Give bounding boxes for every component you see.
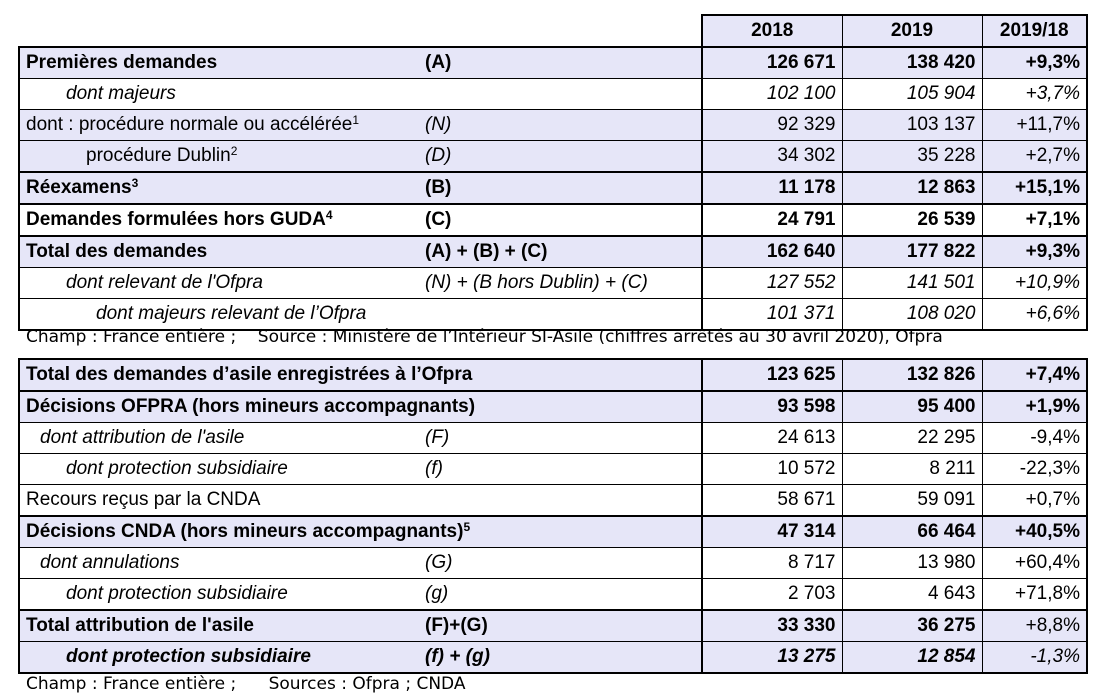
row-label: Total des demandes [19, 236, 419, 268]
value-2018: 101 371 [702, 299, 842, 331]
row-label: dont annulations [19, 548, 419, 579]
row-label: Réexamens$^3$ [19, 172, 419, 204]
value-2018: 58 671 [702, 485, 842, 517]
table-row [19, 204, 1087, 236]
row-label: Demandes formulées hors GUDA$^4$ [19, 204, 419, 236]
value-2018: 24 613 [702, 423, 842, 454]
value-ratio: -1,3% [982, 642, 1087, 674]
value-2019: 132 826 [842, 359, 982, 391]
table-row [19, 268, 1087, 299]
value-ratio: +9,3% [982, 47, 1087, 79]
row-label: dont protection subsidiaire [19, 454, 419, 485]
value-ratio: +7,4% [982, 359, 1087, 391]
value-2018: 162 640 [702, 236, 842, 268]
table-row [19, 516, 1087, 548]
row-label: Premières demandes [19, 47, 419, 79]
table-row [19, 299, 1087, 331]
value-2018: 92 329 [702, 110, 842, 141]
table-row [19, 110, 1087, 141]
table-row [19, 79, 1087, 110]
value-2019: 141 501 [842, 268, 982, 299]
value-ratio: +3,7% [982, 79, 1087, 110]
row-code: (F)+(G) [425, 615, 488, 636]
value-ratio: +9,3% [982, 236, 1087, 268]
value-ratio: -9,4% [982, 423, 1087, 454]
table-row [19, 485, 1087, 517]
row-label: dont : procédure normale ou accélérée$^1$ [19, 110, 419, 141]
row-label: dont relevant de l'Ofpra [19, 268, 419, 299]
table-row [19, 172, 1087, 204]
value-2019: 59 091 [842, 485, 982, 517]
value-2018: 102 100 [702, 79, 842, 110]
value-ratio: +60,4% [982, 548, 1087, 579]
value-ratio: +10,9% [982, 268, 1087, 299]
row-code: (f) + (g) [419, 642, 702, 674]
row-label: Recours reçus par la CNDA [19, 485, 702, 517]
table-row [19, 236, 1087, 268]
row-code [419, 79, 702, 110]
row-code: (A) [425, 52, 452, 73]
value-2018: 10 572 [702, 454, 842, 485]
value-2019: 22 295 [842, 423, 982, 454]
row-code: (N) [419, 110, 702, 141]
row-label: dont attribution de l'asile [19, 423, 419, 454]
value-2019: 12 854 [842, 642, 982, 674]
value-ratio: +40,5% [982, 516, 1087, 548]
source-note-1: Champ : France entière ; Source : Ministère de l’Intérieur SI-Asile (chiffres arrêtés au 30 avril 2020), Ofpra [26, 327, 943, 347]
value-2018: 13 275 [702, 642, 842, 674]
value-2018: 123 625 [702, 359, 842, 391]
row-label: Décisions CNDA (hors mineurs accompagnants)$^5$ [19, 516, 702, 548]
row-code: (C) [419, 204, 702, 236]
source-note-2: Champ : France entière ; Sources : Ofpra ; CNDA [26, 674, 466, 694]
value-2018: 34 302 [702, 141, 842, 173]
value-2018: 11 178 [702, 172, 842, 204]
value-ratio: +7,1% [982, 204, 1087, 236]
value-2018: 47 314 [702, 516, 842, 548]
row-label: dont majeurs [19, 79, 419, 110]
table-row [19, 391, 1087, 423]
header-ratio: 2019/18 [982, 15, 1087, 47]
value-2019: 8 211 [842, 454, 982, 485]
value-ratio: +15,1% [982, 172, 1087, 204]
value-2019: 26 539 [842, 204, 982, 236]
value-2019: 103 137 [842, 110, 982, 141]
row-code: (B) [419, 172, 702, 204]
value-2018: 24 791 [702, 204, 842, 236]
row-code: (g) [419, 579, 702, 611]
asylum-requests-table [18, 14, 1088, 331]
table-row [19, 548, 1087, 579]
header-2019: 2019 [842, 15, 982, 47]
value-ratio: -22,3% [982, 454, 1087, 485]
value-2018: 33 330 [702, 610, 842, 642]
row-code: (f) [419, 454, 702, 485]
value-ratio: +2,7% [982, 141, 1087, 173]
value-2019: 177 822 [842, 236, 982, 268]
table-row [19, 141, 1087, 173]
row-label: Décisions OFPRA (hors mineurs accompagnants) [19, 391, 702, 423]
value-ratio: +0,7% [982, 485, 1087, 517]
row-label: Total attribution de l'asile [19, 610, 419, 642]
value-2019: 138 420 [842, 47, 982, 79]
value-2018: 2 703 [702, 579, 842, 611]
row-code: (A) + (B) + (C) [425, 241, 548, 262]
table-row [19, 610, 1087, 642]
table-row [19, 579, 1087, 611]
header-2018: 2018 [702, 15, 842, 47]
value-2019: 36 275 [842, 610, 982, 642]
value-ratio: +8,8% [982, 610, 1087, 642]
value-ratio: +71,8% [982, 579, 1087, 611]
value-2018: 126 671 [702, 47, 842, 79]
row-label: dont protection subsidiaire [19, 642, 419, 674]
row-code: (D) [419, 141, 702, 173]
table-row [19, 642, 1087, 674]
value-2019: 105 904 [842, 79, 982, 110]
table-row [19, 359, 1087, 391]
row-code: (N) + (B hors Dublin) + (C) [419, 268, 702, 299]
value-2019: 35 228 [842, 141, 982, 173]
table-row [19, 454, 1087, 485]
value-2019: 95 400 [842, 391, 982, 423]
value-ratio: +6,6% [982, 299, 1087, 331]
row-code: (G) [419, 548, 702, 579]
row-label: dont majeurs relevant de l’Ofpra [19, 299, 702, 331]
table-row [19, 423, 1087, 454]
row-code: (F) [419, 423, 702, 454]
value-2018: 127 552 [702, 268, 842, 299]
value-2019: 4 643 [842, 579, 982, 611]
table-row [19, 47, 1087, 79]
row-label: dont protection subsidiaire [19, 579, 419, 611]
value-ratio: +11,7% [982, 110, 1087, 141]
row-label: procédure Dublin$^2$ [19, 141, 419, 173]
value-2019: 12 863 [842, 172, 982, 204]
asylum-decisions-table [18, 358, 1088, 674]
value-ratio: +1,9% [982, 391, 1087, 423]
value-2019: 66 464 [842, 516, 982, 548]
value-2019: 13 980 [842, 548, 982, 579]
value-2018: 8 717 [702, 548, 842, 579]
value-2019: 108 020 [842, 299, 982, 331]
row-label: Total des demandes d’asile enregistrées à l’Ofpra [19, 359, 702, 391]
header-row [19, 15, 1087, 47]
value-2018: 93 598 [702, 391, 842, 423]
